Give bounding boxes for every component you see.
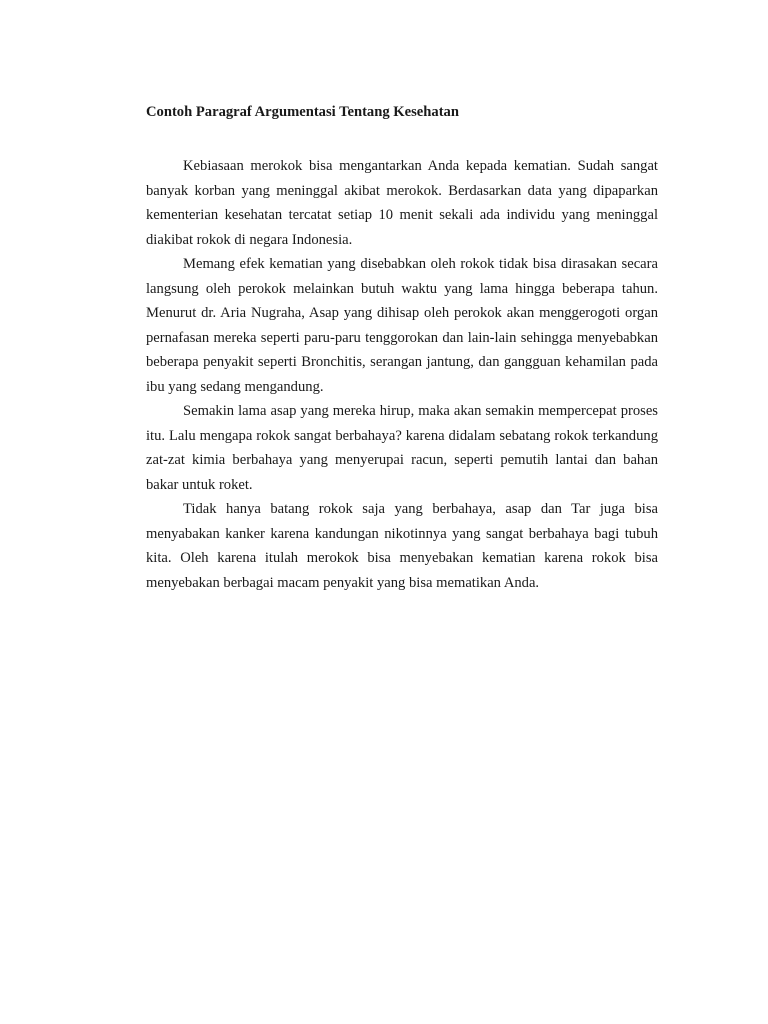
document-body: [146, 102, 658, 595]
paragraph-list: [146, 154, 658, 595]
document-title: Contoh Paragraf Argumentasi Tentang Kesehatan: [146, 104, 459, 120]
paragraph-2: Memang efek kematian yang disebabkan oleh rokok tidak bisa dirasakan secara langsung oleh perokok melainkan butuh waktu yang lama hingga beberapa tahun. Menurut dr. Aria Nugraha, Asap yang dihisap oleh perokok akan menggerogoti organ pernafasan mereka seperti paru-paru tenggorokan dan lain-lain sehingga menyebabkan beberapa penyakit seperti Bronchitis, serangan jantung, dan gangguan kehamilan pada ibu yang sedang mengandung.: [146, 256, 658, 395]
paragraph-3: Semakin lama asap yang mereka hirup, maka akan semakin mempercepat proses itu. Lalu mengapa rokok sangat berbahaya? karena didalam sebatang rokok terkandung zat-zat kimia berbahaya yang menyerupai racun, seperti pemutih lantai dan bahan bakar untuk roket.: [146, 403, 658, 493]
paragraph-1: Kebiasaan merokok bisa mengantarkan Anda kepada kematian. Sudah sangat banyak korban yang meninggal akibat merokok. Berdasarkan data yang dipaparkan kementerian kesehatan tercatat setiap 10 menit sekali ada individu yang meninggal diakibat rokok di negara Indonesia.: [146, 158, 658, 248]
paragraph-4: Tidak hanya batang rokok saja yang berbahaya, asap dan Tar juga bisa menyabakan kanker karena kandungan nikotinnya yang sangat berbahaya bagi tubuh kita. Oleh karena itulah merokok bisa menyebakan kematian karena rokok bisa menyebakan berbagai macam penyakit yang bisa mematikan Anda.: [146, 501, 658, 591]
